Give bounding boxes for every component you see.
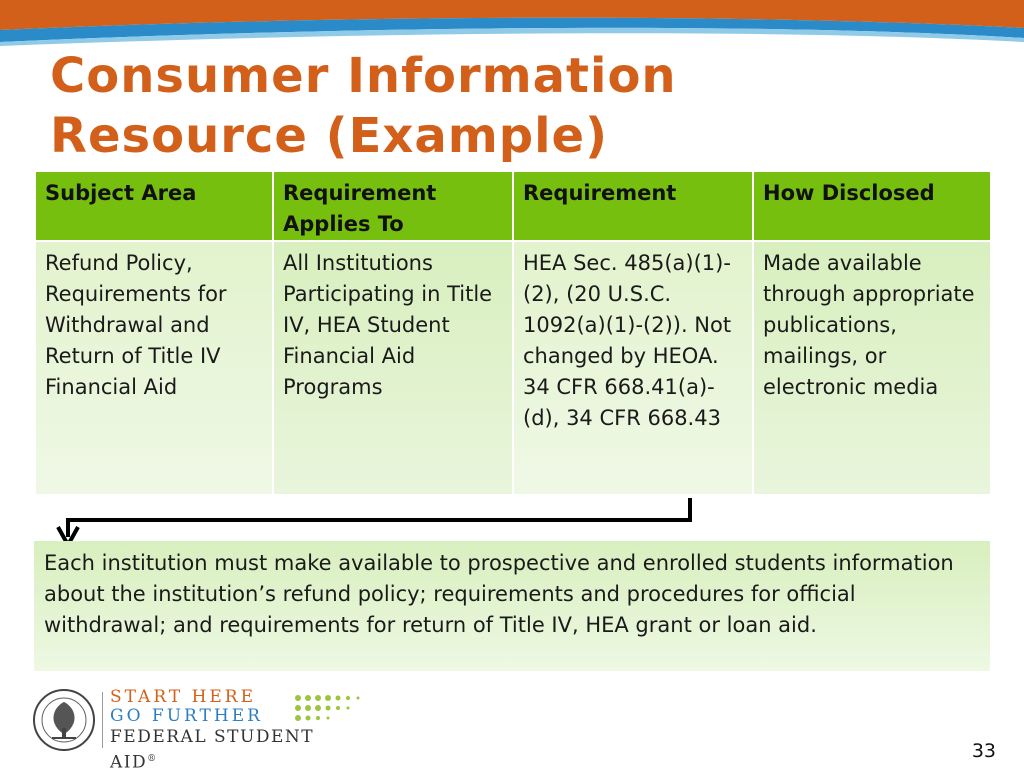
cell-requirement: HEA Sec. 485(a)(1)-(2), (20 U.S.C. 1092(a)(1)-(2)). Not changed by HEOA. 34 CFR 668.41(a)-(d), 34 CFR 668.43 [513, 241, 753, 495]
title-line-2: Resource (Example) [50, 108, 609, 164]
cell-how-disclosed: Made available through appropriate publications, mailings, or electronic media [753, 241, 991, 495]
logo-start-here: START HERE [110, 687, 257, 707]
logo-go-further: GO FURTHER [110, 706, 263, 726]
header-subject-area: Subject Area [35, 171, 273, 241]
header-requirement-applies-to: Requirement Applies To [273, 171, 513, 241]
cell-subject-area: Refund Policy, Requirements for Withdrawal and Return of Title IV Financial Aid [35, 241, 273, 495]
logo-federal-student-aid: FEDERAL STUDENT AID® [110, 727, 315, 773]
cell-requirement-applies-to: All Institutions Participating in Title IV, HEA Student Financial Aid Programs [273, 241, 513, 495]
header-requirement: Requirement [513, 171, 753, 241]
federal-student-aid-logo [32, 687, 362, 773]
page-number: 33 [971, 740, 996, 762]
header-how-disclosed: How Disclosed [753, 171, 991, 241]
department-of-education-seal-icon [32, 688, 96, 752]
logo-divider [102, 692, 103, 748]
summary-box: Each institution must make available to prospective and enrolled students information about the institution’s refund policy; requirements and procedures for official withdrawal; and requirements for return of Title IV, HEA grant or loan aid. [34, 541, 990, 671]
top-decorative-band [0, 0, 1024, 48]
table-row [35, 241, 991, 495]
table-header-row [35, 171, 991, 241]
logo-dots-graphic [292, 692, 362, 730]
title-line-1: Consumer Information [50, 48, 677, 104]
requirements-table [34, 170, 992, 496]
slide-title [50, 46, 990, 166]
